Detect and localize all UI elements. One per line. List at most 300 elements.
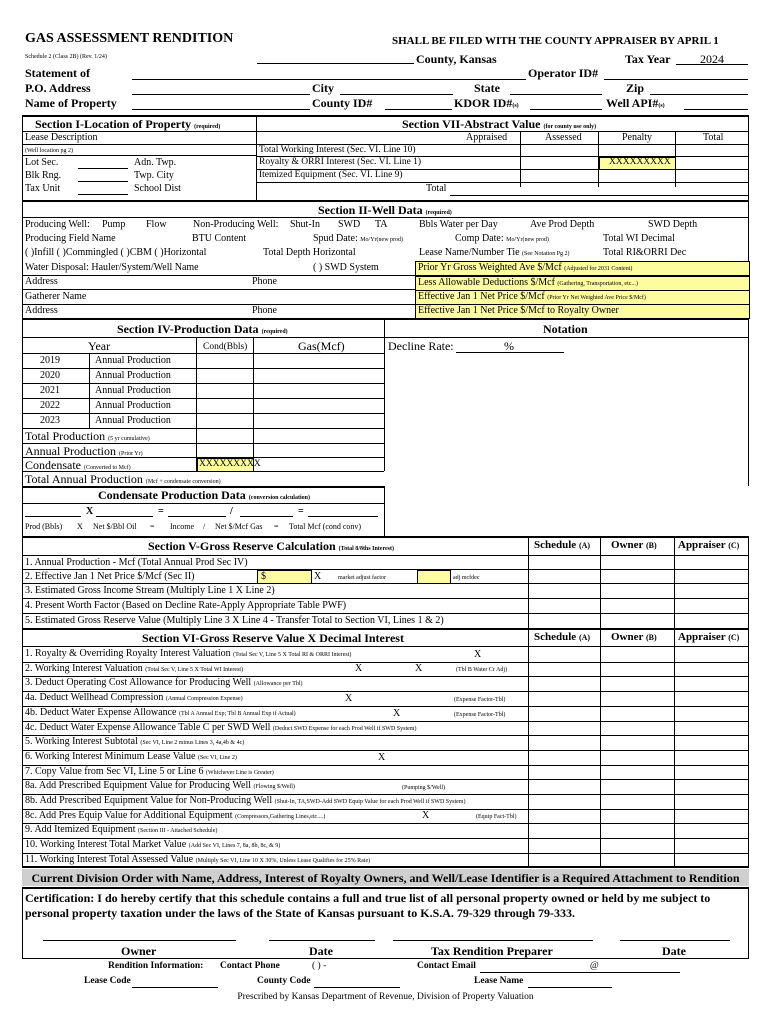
section1-title (35, 118, 220, 130)
contact-email-label: Contact Email (417, 961, 476, 971)
section7-note: (for county use only) (543, 124, 597, 130)
tax-unit-field[interactable] (78, 194, 128, 195)
condensate-xmark: XXXXXXXXX (199, 459, 261, 469)
lease-tie-text: Lease Name/Number Tie (419, 247, 520, 258)
prescribed-by: Prescribed by Kansas Department of Revenue, Division of Property Valuation (237, 992, 534, 1002)
cond-col-right (253, 337, 254, 471)
lease-code-field[interactable] (132, 987, 218, 988)
water-disposal-rule (22, 275, 415, 276)
annual-production-2019: Annual Production (95, 355, 171, 366)
property-name-field[interactable] (132, 109, 310, 110)
owner-date-label: Date (309, 944, 333, 958)
certification-text-1: Certification: I do hereby certify that this schedule contains a full and true list of all personal property owned or held by me subject to (25, 891, 711, 905)
disposal-address-rule (22, 289, 415, 290)
section6-left-border (22, 628, 23, 866)
section6-owner-header (611, 632, 657, 643)
line4b-x: X (393, 708, 401, 719)
section6-line (25, 811, 325, 821)
section5-rule-2 (22, 583, 749, 584)
comp-note: Mo/Yr(new prod) (506, 237, 549, 243)
section6-line-note: (Section III - Attached Schedule) (138, 828, 218, 834)
section6-line (25, 840, 280, 850)
total-production-text: Total Production (25, 429, 106, 443)
section6-line-label: 1. Royalty & Overriding Royalty Interest Valuation (25, 648, 231, 659)
lot-sec-label: Lot Sec. (25, 157, 59, 168)
section5-owner-rule (600, 536, 601, 628)
property-name-label: Name of Property (25, 96, 117, 110)
section5-top-rule (22, 536, 749, 538)
section6-line-label: 3. Deduct Operating Cost Allowance for Producing Well (25, 677, 252, 688)
prior-year-price-label (418, 263, 632, 273)
well-api-field[interactable] (684, 109, 748, 110)
section6-line-label: 11. Working Interest Total Assessed Value (25, 854, 194, 865)
btu-label: BTU Content (192, 233, 247, 244)
section6-line (25, 693, 243, 703)
line8a-pumping: (Pumping $/Well) (402, 785, 446, 791)
royalty-penalty-xmark: XXXXXXXXX (609, 157, 671, 167)
section6-line (25, 723, 416, 733)
section5-line-2: 2. Effective Jan 1 Net Price $/Mcf (Sec II) (25, 571, 195, 582)
rule-well-location (22, 155, 256, 156)
lease-description-label: Lease Description (25, 132, 98, 143)
state-label: State (474, 81, 500, 95)
condensate-converted-label (25, 459, 131, 471)
section6-schedule-col: (A) (578, 633, 591, 642)
section6-line-label: 4b. Deduct Water Expense Allowance (25, 707, 177, 718)
school-dist-label: School Dist (134, 183, 181, 194)
annual-production-2023: Annual Production (95, 415, 171, 426)
section6-line-label: 4c. Deduct Water Expense Allowance Table C per SWD Well (25, 722, 271, 733)
section5-rule-4 (22, 613, 749, 614)
section6-line-note: (Whichever Line is Greater) (206, 770, 274, 776)
annual-production-prior-text: Annual Production (25, 444, 116, 458)
certification-bottom-rule (22, 958, 749, 959)
section6-line-note: (Deduct SWD Expense for each Prod Well if SWD System) (272, 726, 417, 732)
state-field[interactable] (510, 94, 602, 95)
section6-right-border (748, 628, 749, 866)
section6-bottom-rule (22, 866, 749, 868)
po-address-label: P.O. Address (25, 81, 91, 95)
section5-title-text: Section V-Gross Reserve Calculation (148, 539, 336, 553)
section4-header-rule (22, 337, 749, 338)
condensate-left-border (22, 486, 23, 536)
section5-schedule-text: Schedule (534, 539, 577, 551)
condensate-right-border (384, 486, 385, 536)
section4-title-text: Section IV-Production Data (117, 322, 259, 336)
section6-line-note: (Annual Compression Expense) (165, 696, 243, 702)
total-production-label (25, 430, 150, 442)
well-location-note: (Well location pg 2) (25, 148, 74, 154)
line2-x1: X (355, 663, 363, 674)
comp-date-text: Comp Date: (455, 233, 504, 244)
notation-right-border (748, 318, 749, 486)
allowable-deductions-text: Less Allowable Deductions $/Mcf (418, 277, 555, 288)
gatherer-address-label: Address (25, 305, 58, 316)
income-label: Income (170, 522, 194, 531)
section6-line-note: (Total Sec V, Line 5 X Total RI & ORRI Interest) (233, 652, 352, 658)
county-code-field[interactable] (314, 987, 400, 988)
penalty-header: Penalty (622, 132, 652, 143)
section6-line (25, 825, 217, 835)
adj-mcfdec-label: adj mcfdec (453, 575, 480, 581)
section6-line (25, 678, 303, 688)
ave-prod-depth-label: Ave Prod Depth (530, 219, 595, 230)
condensate-x2: X (77, 522, 83, 531)
preparer-signature-line[interactable] (393, 940, 593, 941)
section6-line-label: 4a. Deduct Wellhead Compression (25, 692, 164, 703)
abstract-row-wi: Total Working Interest (Sec. VI. Line 10) (259, 145, 416, 155)
section5-header-rule (22, 555, 749, 556)
gas-mcf-header: Gas(Mcf) (298, 339, 345, 353)
section2-header-rule (22, 217, 749, 218)
city-field[interactable] (340, 94, 453, 95)
total-annual-production-text: Total Annual Production (25, 472, 143, 486)
county-field[interactable] (257, 63, 414, 64)
allowable-deductions-label (418, 278, 638, 288)
appraised-header: Appraised (466, 132, 508, 143)
net-price-dollar: $ (261, 571, 266, 582)
net-gas-label: Net $/Mcf Gas (215, 522, 263, 531)
spud-date-text: Spud Date: (313, 233, 358, 244)
annual-production-2020: Annual Production (95, 370, 171, 381)
adn-twp-label: Adn. Twp. (134, 157, 177, 168)
flow-option[interactable]: Flow (146, 219, 167, 230)
tbl-water-adj: (Tbl B Water Cr Adj) (456, 667, 508, 673)
section6-line-label: 7. Copy Value from Sec VI, Line 5 or Line 6 (25, 766, 204, 777)
bbls-water-label: Bbls Water per Day (419, 219, 498, 230)
contact-email-at: @ (590, 961, 599, 971)
section4-required: (required) (261, 329, 288, 335)
line1-x: X (474, 649, 482, 660)
condensate-title-note: (conversion calculation) (248, 495, 310, 501)
section5-owner-text: Owner (611, 539, 644, 551)
net-price-note: (Prior Yr Net Weighted Ave Price $/Mcf) (547, 295, 646, 301)
condensate-x: X (86, 506, 94, 517)
section6-line-label: 6. Working Interest Minimum Lease Value (25, 751, 196, 762)
section5-schedule-col: (A) (578, 541, 591, 550)
section5-appraiser-header (678, 540, 739, 551)
section6-line (25, 855, 370, 865)
total-ri-label: Total RI&ORRI Dec (603, 247, 687, 258)
lot-sec-field[interactable] (78, 168, 128, 169)
pump-option[interactable]: Pump (102, 219, 126, 230)
swd-depth-label: SWD Depth (648, 219, 698, 230)
row-2020-rule (22, 383, 384, 384)
net-price-label (418, 292, 646, 302)
section6-line (25, 767, 274, 777)
decline-rate-field[interactable] (456, 352, 564, 353)
annual-production-prior-label (25, 445, 143, 457)
statement-of-label: Statement of (25, 66, 90, 80)
section5-schedule-header (534, 540, 590, 551)
section6-top-rule (22, 628, 749, 630)
section2-top-rule (22, 200, 749, 202)
section5-right-border (748, 536, 749, 628)
prior-year-price-text: Prior Yr Gross Weighted Ave $/Mcf (418, 262, 562, 273)
section6-owner-col: (B) (645, 633, 657, 642)
net-price-text: Effective Jan 1 Net Price $/Mcf (418, 291, 545, 302)
certification-left-border (22, 887, 23, 958)
prior-year-price-note: (Adjusted for 2031 Content) (564, 266, 633, 272)
statement-of-field[interactable] (132, 79, 526, 80)
total-mcf-label: Total Mcf (cond conv) (289, 522, 362, 531)
ta-option[interactable]: TA (375, 219, 388, 230)
county-id-field[interactable] (385, 109, 452, 110)
lease-code-label: Lease Code (84, 976, 131, 986)
see-notation: (See Notation Pg 2) (522, 251, 570, 257)
section1-required: (required) (194, 124, 221, 130)
year-col-rule (89, 353, 90, 428)
section6-line-label: 10. Working Interest Total Market Value (25, 839, 187, 850)
zip-label: Zip (626, 81, 645, 95)
owner-date-line[interactable] (269, 940, 375, 941)
total-production-note: (5 yr cumulative) (108, 436, 150, 442)
preparer-label: Tax Rendition Preparer (431, 944, 553, 958)
lease-name-label: Lease Name (474, 976, 524, 986)
line8c-equip-fact: (Equip Fact-Tbl) (476, 814, 517, 820)
po-address-field[interactable] (132, 94, 310, 95)
abstract-row-equipment: Itemized Equipment (Sec. VI. Line 9) (259, 170, 403, 180)
line2-x2: X (415, 663, 423, 674)
section5-note: (Total 8/8ths Interest) (338, 546, 394, 552)
section6-line-note: (Shut-In, TA,SWD-Add SWD Equip Value for each Prod Well if SWD System) (274, 799, 466, 805)
section6-schedule-header (534, 632, 590, 643)
spud-date-label (313, 234, 403, 244)
disposal-address-label: Address (25, 276, 58, 287)
total-mcf-field[interactable] (308, 516, 378, 517)
condensate-slash: / (230, 506, 233, 517)
section5-line-1: 1. Annual Production - Mcf (Total Annual Prod Sec IV) (25, 557, 248, 568)
well-api-text: Well API# (606, 96, 659, 110)
section6-line-note: (Total Sec V, Line 5 X Total WI Interest) (145, 667, 244, 673)
section6-schedule-rule (528, 628, 529, 866)
year-header: Year (88, 339, 111, 353)
income-field[interactable] (168, 516, 226, 517)
section6-appraiser-rule (674, 628, 675, 866)
royalty-net-price-label: Effective Jan 1 Net Price $/Mcf to Royalty Owner (418, 305, 619, 316)
section5-schedule-rule (528, 536, 529, 628)
section6-line (25, 664, 243, 674)
section6-line-label: 2. Working Interest Valuation (25, 663, 143, 674)
twp-city-label: Twp. City (134, 170, 174, 181)
section5-owner-header (611, 540, 657, 551)
section6-appraiser-col: (C) (728, 633, 740, 642)
disposal-phone-label: Phone (252, 276, 277, 287)
section6-header-rule (22, 646, 749, 647)
kdor-id-field[interactable] (530, 109, 602, 110)
section5-appraiser-text: Appraiser (678, 539, 726, 551)
tax-year-value[interactable]: 2024 (700, 52, 724, 66)
decline-rate-label: Decline Rate: (388, 339, 454, 353)
rendition-info-label: Rendition Information: (108, 961, 204, 971)
condensate-eq3: = (150, 522, 155, 531)
section-divider (256, 115, 257, 200)
section5-line-3: 3. Estimated Gross Income Stream (Multiply Line 1 X Line 2) (25, 585, 275, 596)
section6-title: Section VI-Gross Reserve Value X Decimal Interest (142, 631, 404, 645)
certification-text-2: personal property taxation under the laws of the State of Kansas pursuant to K.S.A. 79-329 through 79-333. (25, 906, 576, 920)
kdor-id-label (454, 97, 519, 109)
line4a-x: X (345, 693, 353, 704)
contact-phone-label: Contact Phone (220, 961, 280, 971)
condensate-title (98, 489, 310, 501)
well-api-label (606, 97, 665, 109)
tax-year-underline (676, 64, 748, 65)
section6-line-note: (Allowance per Tbl) (253, 681, 303, 687)
section7-title (402, 118, 596, 130)
abstract-row-total: Total (426, 183, 447, 194)
swd-system-option[interactable]: ( ) SWD System (313, 262, 379, 273)
section6-line-note: (Flowing $/Well) (253, 784, 295, 790)
section6-line-label: 9. Add Itemized Equipment (25, 824, 136, 835)
net-oil-field[interactable] (96, 516, 153, 517)
section6-line-note: (Sec VI, Line 2 minus Lines 3, 4a,4b & 4c) (140, 740, 245, 746)
owner-label: Owner (121, 944, 157, 958)
condensate-title-text: Condensate Production Data (98, 488, 246, 502)
net-oil-label: Net $/Bbl Oil (93, 522, 137, 531)
section5-line-4: 4. Present Worth Factor (Based on Decline Rate-Apply Appropriate Table PWF) (25, 600, 347, 611)
section5-line-5: 5. Estimated Gross Reserve Value (Multiply Line 3 X Line 4 - Transfer Total to Section VI, Lines 1 & 2) (25, 615, 444, 626)
operator-id-field[interactable] (604, 79, 748, 80)
owner-signature-line[interactable] (43, 940, 236, 941)
total-annual-production-label (25, 473, 221, 485)
producing-field-label: Producing Field Name (25, 233, 116, 244)
abstract-row-royalty: Royalty & ORRI Interest (Sec. VI. Line 1) (259, 157, 422, 167)
lease-name-field[interactable] (528, 987, 612, 988)
city-label: City (312, 81, 334, 95)
condensate-eq4: = (274, 522, 279, 531)
line8c-x: X (422, 810, 430, 821)
section4-top-rule (22, 318, 749, 320)
condensate-eq: = (158, 506, 164, 517)
kdor-plural: (s) (512, 103, 519, 109)
lease-tie-label (419, 248, 570, 258)
condensate-converted-text: Condensate (25, 458, 81, 472)
producing-well-label: Producing Well: (25, 219, 90, 230)
operator-id-label: Operator ID# (528, 66, 599, 80)
section6-line-note: (Compressors,Gathering Lines,etc....) (235, 814, 326, 820)
shut-in-option[interactable]: Shut-In (290, 219, 320, 230)
section5-rule-3 (22, 598, 749, 599)
section6-line-label: 8b. Add Prescribed Equipment Value for Non-Producing Well (25, 795, 273, 806)
annual-production-2021: Annual Production (95, 385, 171, 396)
gatherer-rule (22, 304, 415, 305)
form-title: GAS ASSESSMENT RENDITION (25, 31, 234, 46)
preparer-date-line[interactable] (620, 940, 730, 941)
section4-left-border (22, 318, 23, 486)
blk-rng-label: Blk Rng. (25, 170, 62, 181)
section7-title-text: Section VII-Abstract Value (402, 117, 541, 131)
section5-x: X (314, 571, 322, 582)
contact-phone-field[interactable]: ( ) - (312, 961, 327, 971)
section5-appraiser-col: (C) (728, 541, 740, 550)
contact-email-field[interactable] (480, 972, 680, 973)
blk-rng-field[interactable] (78, 181, 128, 182)
year-2021: 2021 (40, 385, 60, 396)
filing-deadline: SHALL BE FILED WITH THE COUNTY APPRAISER BY APRIL 1 (392, 35, 719, 47)
section2-required: (required) (425, 210, 452, 216)
section6-owner-text: Owner (611, 631, 644, 643)
year-2019: 2019 (40, 355, 60, 366)
gatherer-phone-label: Phone (252, 305, 277, 316)
section6-appraiser-text: Appraiser (678, 631, 726, 643)
line4b-expense-factor: (Expense Factor-Tbl) (454, 712, 506, 718)
section1-left-border (22, 115, 23, 200)
total-wi-label: Total WI Decimal (603, 233, 675, 244)
market-adjust-factor-input[interactable] (417, 570, 451, 584)
line4a-expense-factor: (Expense Factor-Tbl) (454, 697, 506, 703)
section4-title (117, 323, 288, 335)
prod-bbls-label: Prod (Bbls) (25, 522, 63, 531)
section1-title-text: Section I-Location of Property (35, 117, 192, 131)
net-gas-field[interactable] (240, 516, 293, 517)
section7-right-border (748, 115, 749, 200)
spud-note: Mo/Yr(new prod) (360, 237, 404, 243)
swd-option[interactable]: SWD (338, 219, 361, 230)
year-2020: 2020 (40, 370, 60, 381)
section5-rule-1 (22, 569, 749, 570)
tax-year-label: Tax Year (625, 52, 671, 66)
section6-line (25, 781, 295, 791)
section6-line (25, 752, 237, 762)
condensate-slash2: / (203, 522, 206, 531)
zip-field[interactable] (650, 94, 748, 95)
schedule-revision: Schedule 2 (Class 2B) (Rev. 1/24) (25, 54, 107, 60)
section6-line-note: (Multiply Sec VI, Line 10 X 30%, Unless Lease Qualifies for 25% Rate) (195, 858, 371, 864)
section2-title (318, 204, 452, 216)
cond-col-left (196, 337, 197, 471)
section6-line-note: (Tbl A Annual Exp; Tbl B Annual Exp if Actual) (178, 711, 296, 717)
section6-line-label: 5. Working Interest Subtotal (25, 736, 138, 747)
section6-owner-rule (600, 628, 601, 866)
section2-left-border (22, 200, 23, 318)
section5-left-border (22, 536, 23, 628)
annual-production-2022: Annual Production (95, 400, 171, 411)
abstract-total-rule (450, 195, 748, 196)
section5-appraiser-rule (674, 536, 675, 628)
assessed-header: Assessed (545, 132, 582, 143)
year-2023: 2023 (40, 415, 60, 426)
decline-rate-percent: % (504, 339, 514, 353)
section6-line (25, 708, 296, 718)
section6-line (25, 737, 244, 747)
year-header-rule (22, 353, 384, 354)
non-producing-label: Non-Producing Well: (193, 219, 279, 230)
tax-unit-label: Tax Unit (25, 183, 61, 194)
section6-line-note: (Sec VI, Line 2) (197, 755, 237, 761)
well-type-options[interactable]: ( )Infill ( )Commingled ( )CBM ( )Horizontal (25, 247, 207, 258)
county-code-label: County Code (257, 976, 311, 986)
gatherer-name-label: Gatherer Name (25, 291, 87, 302)
prod-bbls-field[interactable] (25, 516, 81, 517)
row-2021-rule (22, 398, 384, 399)
comp-date-label (455, 234, 549, 244)
total-annual-production-note: (Mcf + condensate conversion) (145, 479, 221, 485)
gas-col-right (384, 337, 385, 471)
kdor-id-text: KDOR ID# (454, 96, 513, 110)
certification-top-rule (22, 887, 749, 889)
section6-line (25, 649, 351, 659)
section5-owner-col: (B) (645, 541, 657, 550)
condensate-eq2: = (298, 506, 304, 517)
county-id-label: County ID# (312, 96, 373, 110)
row-2019-rule (22, 368, 384, 369)
annual-production-prior-note: (Prior Yr) (119, 451, 143, 457)
section6-line (25, 796, 465, 806)
condensate-converted-note: (Converted to Mcf) (84, 465, 131, 471)
condensate-header-rule (22, 503, 384, 504)
section6-line-label: 8c. Add Pres Equip Value for Additional Equipment (25, 810, 233, 821)
lease-description-field[interactable] (22, 144, 256, 145)
